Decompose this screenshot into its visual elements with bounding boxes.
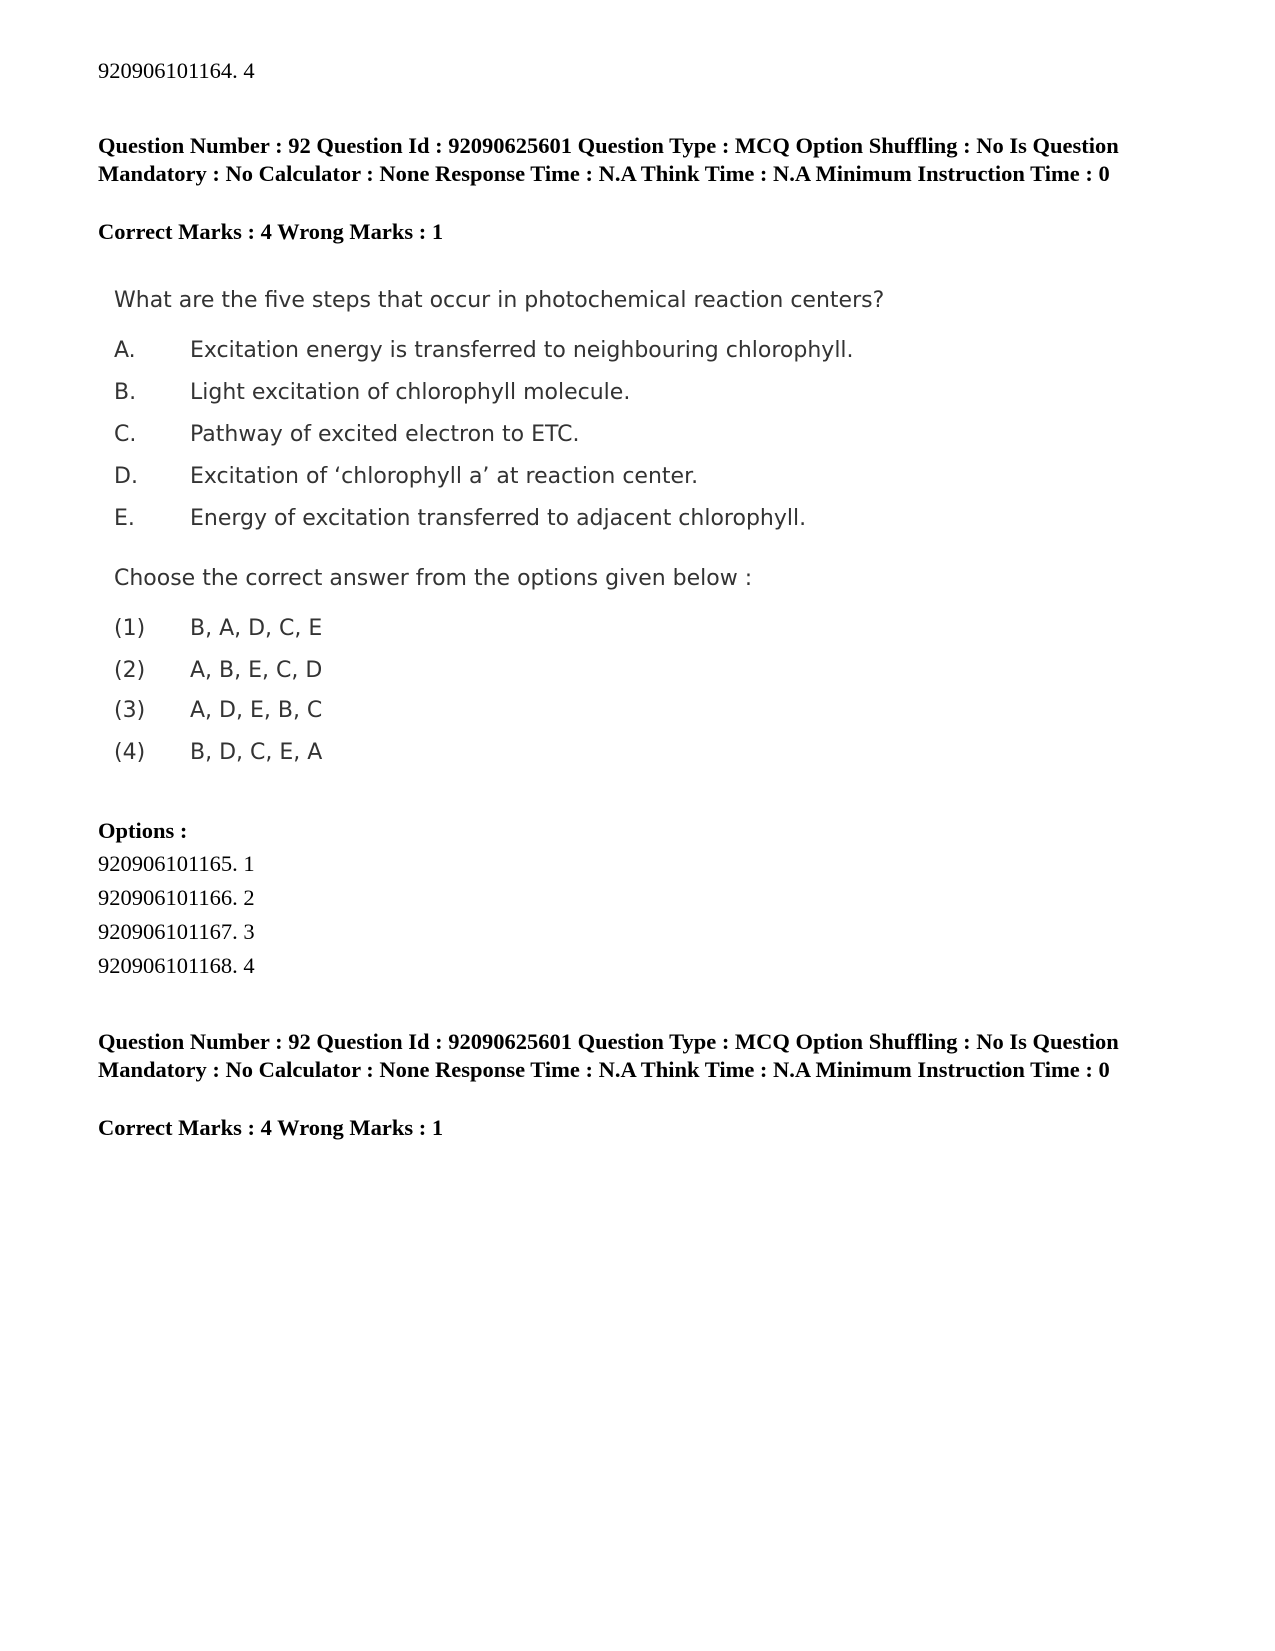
statement-text: Energy of excitation transferred to adjacent chlorophyll. xyxy=(190,506,807,531)
choose-instruction: Choose the correct answer from the options given below : xyxy=(114,566,753,591)
choice-text: B, D, C, E, A xyxy=(190,740,323,765)
choice-label: (1) xyxy=(114,616,146,641)
statement-text: Pathway of excited electron to ETC. xyxy=(190,422,580,447)
statement-text: Light excitation of chlorophyll molecule. xyxy=(190,380,631,405)
question-marks-1: Correct Marks : 4 Wrong Marks : 1 xyxy=(98,219,444,244)
options-heading: Options : xyxy=(98,818,188,843)
choice-label: (3) xyxy=(114,698,146,723)
previous-option-line: 920906101164. 4 xyxy=(98,58,255,83)
question-stem: What are the five steps that occur in photochemical reaction centers? xyxy=(114,288,885,313)
choice-text: A, D, E, B, C xyxy=(190,698,323,723)
statement-label: E. xyxy=(114,506,135,531)
question-image xyxy=(112,282,992,802)
statement-label: C. xyxy=(114,422,137,447)
statement-label: A. xyxy=(114,338,136,363)
statement-label: D. xyxy=(114,464,138,489)
choice-label: (4) xyxy=(114,740,146,765)
statement-text: Excitation energy is transferred to neighbouring chlorophyll. xyxy=(190,338,854,363)
question-marks-2: Correct Marks : 4 Wrong Marks : 1 xyxy=(98,1115,444,1140)
choice-text: B, A, D, C, E xyxy=(190,616,323,641)
choice-label: (2) xyxy=(114,658,146,683)
question-meta-1: Question Number : 92 Question Id : 92090625601 Question Type : MCQ Option Shuffling : No Is Question Mandatory : No Calculator : None Response Time : N.A Think Time : N.A Minimum Instruction Time : 0 xyxy=(98,133,1119,186)
statement-label: B. xyxy=(114,380,137,405)
option-line: 920906101165. 1 xyxy=(98,851,255,876)
option-line: 920906101166. 2 xyxy=(98,885,255,910)
option-line: 920906101168. 4 xyxy=(98,953,255,978)
question-meta-2: Question Number : 92 Question Id : 92090625601 Question Type : MCQ Option Shuffling : No Is Question Mandatory : No Calculator : None Response Time : N.A Think Time : N.A Minimum Instruction Time : 0 xyxy=(98,1029,1119,1082)
choice-text: A, B, E, C, D xyxy=(190,658,323,683)
option-line: 920906101167. 3 xyxy=(98,919,255,944)
statement-text: Excitation of ‘chlorophyll a’ at reaction center. xyxy=(190,464,699,489)
